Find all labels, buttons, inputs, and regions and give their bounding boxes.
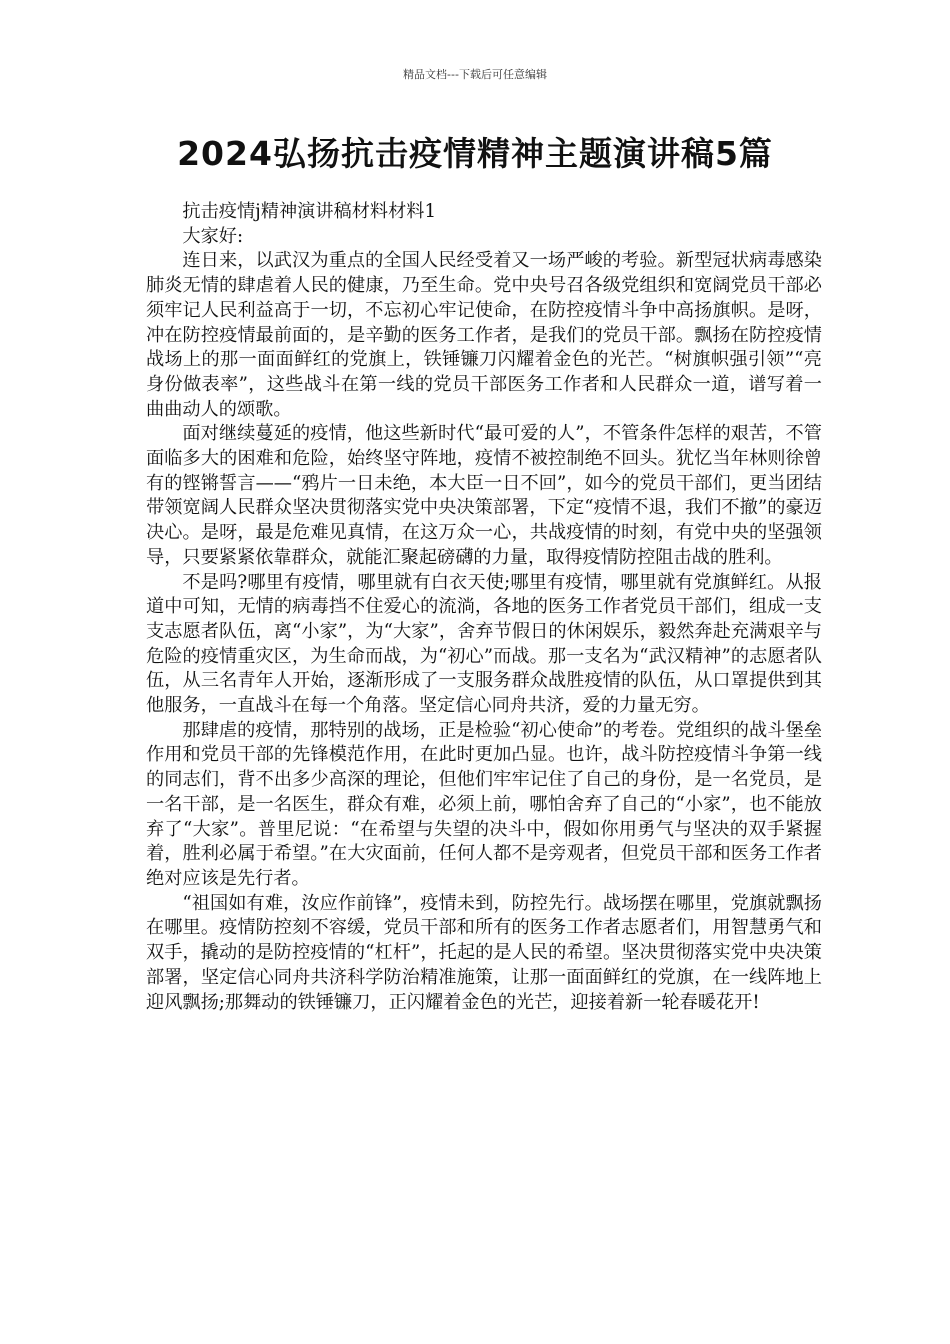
body-paragraph: 面对继续蔓延的疫情，他这些新时代“最可爱的人”，不管条件怎样的艰苦，不管面临多大的困难和危险，始终坚守阵地，疫情不被控制绝不回头。犹忆当年林则徐曾有的铿锵誓言——“鸦片一日未绝，本大臣一日不回”，如今的党员干部们，更当团结带领宽阔人民群众坚决贯彻落实党中央决策部署，下定“疫情不退，我们不撤”的豪迈决心。是呀，最是危难见真情，在这万众一心，共战疫情的时刻，有党中央的坚强领导，只要紧紧依靠群众，就能汇聚起磅礴的力量，取得疫情防控阻击战的胜利。 xyxy=(146,423,822,568)
section-subtitle: 抗击疫情j精神演讲稿材料材料1 xyxy=(182,201,437,222)
body-paragraph: 连日来，以武汉为重点的全国人民经受着又一场严峻的考验。新型冠状病毒感染肺炎无情的肆虐着人民的健康，乃至生命。党中央号召各级党组织和宽阔党员干部必须牢记人民利益高于一切，不忘初心牢记使命，在防控疫情斗争中高扬旗帜。是呀，冲在防控疫情最前面的，是辛勤的医务工作者，是我们的党员干部。飘扬在防控疫情战场上的那一面面鲜红的党旗上，铁锤镰刀闪耀着金色的光芒。“树旗帜强引领”“亮身份做表率”，这些战斗在第一线的党员干部医务工作者和人民群众一道，谱写着一曲曲动人的颂歌。 xyxy=(146,250,822,420)
body-paragraph: 不是吗?哪里有疫情，哪里就有白衣天使;哪里有疫情，哪里就有党旗鲜红。从报道中可知，无情的病毒挡不住爱心的流淌，各地的医务工作者党员干部们，组成一支支志愿者队伍，离“小家”，为“大家”，舍弃节假日的休闲娱乐，毅然奔赴充满艰辛与危险的疫情重灾区，为生命而战，为“初心”而战。那一支名为“武汉精神”的志愿者队伍，从三名青年人开始，逐渐形成了一支服务群众战胜疫情的队伍，从口罩提供到其他服务，一直战斗在每一个角落。坚定信心同舟共济，爱的力量无穷。 xyxy=(146,571,822,717)
document-title: 2024弘扬抗击疫情精神主题演讲稿5篇 xyxy=(177,134,773,173)
greeting: 大家好: xyxy=(182,225,244,247)
document-body xyxy=(146,200,822,1015)
page-header-note: 精品文档---下载后可任意编辑 xyxy=(403,68,547,81)
body-paragraph: 那肆虐的疫情，那特别的战场，正是检验“初心使命”的考卷。党组织的战斗堡垒作用和党员干部的先锋模范作用，在此时更加凸显。也许，战斗防控疫情斗争第一线的同志们，背不出多少高深的理论，但他们牢牢记住了自己的身份，是一名党员，是一名干部，是一名医生，群众有难，必须上前，哪怕舍弃了自己的“小家”，也不能放弃了“大家”。普里尼说：“在希望与失望的决斗中，假如你用勇气与坚决的双手紧握着，胜利必属于希望。”在大灾面前，任何人都不是旁观者，但党员干部和医务工作者绝对应该是先行者。 xyxy=(146,719,822,889)
body-paragraph: “祖国如有难，汝应作前锋”，疫情未到，防控先行。战场摆在哪里，党旗就飘扬在哪里。疫情防控刻不容缓，党员干部和所有的医务工作者志愿者们，用智慧勇气和双手，撬动的是防控疫情的“杠杆”，托起的是人民的希望。坚决贯彻落实党中央决策部署，坚定信心同舟共济科学防治精准施策，让那一面面鲜红的党旗，在一线阵地上迎风飘扬;那舞动的铁锤镰刀，正闪耀着金色的光芒，迎接着新一轮春暖花开! xyxy=(146,892,822,1013)
